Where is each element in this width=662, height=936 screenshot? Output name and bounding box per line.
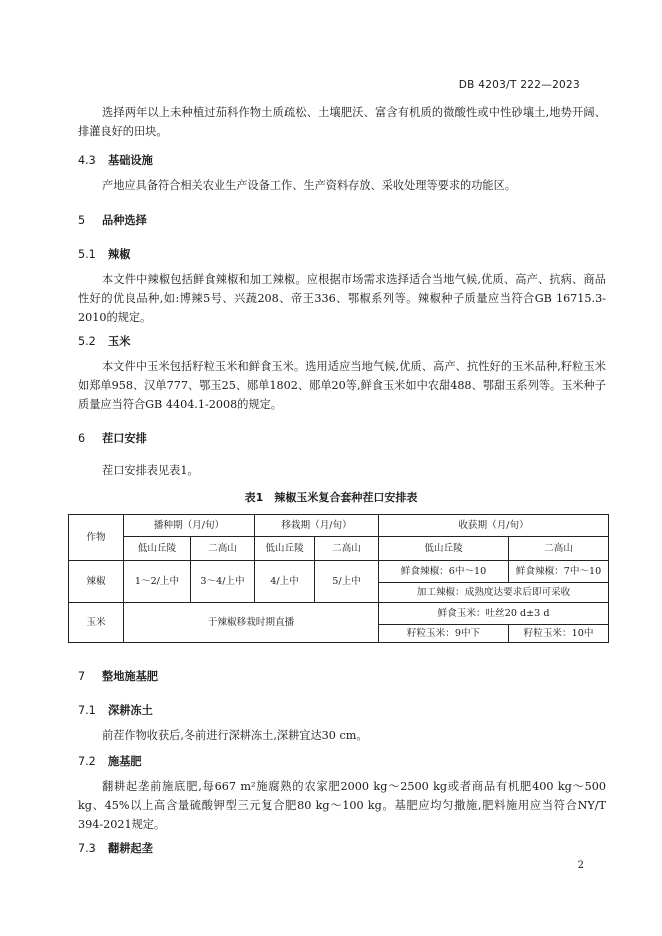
subheader-low-hills: 低山丘陵 — [255, 537, 315, 561]
heading-number: 6 — [78, 432, 86, 445]
heading-5 — [78, 212, 147, 228]
subheader-high-mountain: 二高山 — [315, 537, 379, 561]
header-crop: 作物 — [69, 515, 124, 561]
subheader-low-hills: 低山丘陵 — [379, 537, 509, 561]
heading-title: 品种选择 — [102, 214, 147, 227]
document-code: DB 4203/T 222—2023 — [458, 79, 580, 91]
heading-7-2 — [78, 753, 142, 769]
paragraph-infrastructure: 产地应具备符合相关农业生产设备工作、生产资料存放、采收处理等要求的功能区。 — [102, 179, 516, 192]
corn-sowing-note: 于辣椒移栽时期直播 — [124, 603, 379, 643]
table-caption: 表1 辣椒玉米复合套种茬口安排表 — [244, 491, 418, 504]
heading-title: 辣椒 — [108, 248, 131, 261]
header-sowing: 播种期（月/旬） — [124, 515, 255, 537]
pepper-harvest-low: 鲜食辣椒：6中～10 — [379, 561, 509, 583]
paragraph-pepper-varieties: 本文件中辣椒包括鲜食辣椒和加工辣椒。应根据市场需求选择适合当地气候,优质、高产、抗病、商品性好的优良品种,如:博辣5号、兴蔬208、帝王336、鄂椒系列等。辣椒种子质量应当符合GB 16715.3-2010的规定。 — [78, 273, 606, 324]
subheader-high-mountain: 二高山 — [191, 537, 255, 561]
paragraph-land-selection: 选择两年以上未种植过茄科作物土质疏松、土壤肥沃、富含有机质的微酸性或中性砂壤土,地势开阔、排灌良好的田块。 — [78, 106, 606, 138]
heading-number: 5.2 — [78, 335, 96, 348]
heading-7 — [78, 668, 158, 684]
row-pepper-crop: 辣椒 — [69, 561, 124, 603]
heading-number: 4.3 — [78, 154, 96, 167]
heading-7-1 — [78, 702, 153, 718]
page-number: 2 — [577, 860, 584, 871]
heading-title: 整地施基肥 — [102, 670, 158, 683]
heading-number: 5.1 — [78, 248, 96, 261]
paragraph-rotation-ref: 茬口安排表见表1。 — [102, 464, 199, 477]
pepper-harvest-processing: 加工辣椒：成熟度达要求后即可采收 — [379, 583, 609, 603]
heading-5-2 — [78, 333, 130, 349]
subheader-high-mountain: 二高山 — [509, 537, 609, 561]
header-harvest: 收获期（月/旬） — [379, 515, 609, 537]
heading-5-1 — [78, 246, 130, 262]
heading-6 — [78, 430, 147, 446]
paragraph-corn-varieties: 本文件中玉米包括籽粒玉米和鲜食玉米。选用适应当地气候,优质、高产、抗性好的玉米品种,籽粒玉米如郑单958、汉单777、鄂玉25、郧单1802、郧单20等,鲜食玉米如中农甜488、鄂甜玉系列等。玉米种子质量应当符合GB 4404.1-2008的规定。 — [78, 360, 606, 411]
pepper-transplant-low: 4/上中 — [255, 561, 315, 603]
heading-number: 7 — [78, 670, 86, 683]
heading-number: 7.1 — [78, 704, 96, 717]
row-corn-crop: 玉米 — [69, 603, 124, 643]
pepper-sow-high: 3～4/上中 — [191, 561, 255, 603]
subheader-low-hills: 低山丘陵 — [124, 537, 191, 561]
heading-title: 茬口安排 — [102, 432, 147, 445]
corn-fresh-harvest: 鲜食玉米：吐丝20 d±3 d — [379, 603, 609, 625]
header-transplanting: 移栽期（月/旬） — [255, 515, 379, 537]
heading-number: 7.3 — [78, 842, 96, 855]
pepper-sow-low: 1～2/上中 — [124, 561, 191, 603]
heading-title: 翻耕起垄 — [108, 842, 153, 855]
heading-title: 施基肥 — [108, 755, 142, 768]
heading-title: 深耕冻土 — [108, 704, 153, 717]
heading-number: 7.2 — [78, 755, 96, 768]
heading-title: 玉米 — [108, 335, 131, 348]
corn-grain-harvest-low: 籽粒玉米：9中下 — [379, 625, 509, 643]
heading-title: 基础设施 — [108, 154, 153, 167]
heading-number: 5 — [78, 214, 86, 227]
corn-grain-harvest-high: 籽粒玉米：10中 — [509, 625, 609, 643]
rotation-table — [68, 514, 609, 643]
paragraph-deep-tillage: 前茬作物收获后,冬前进行深耕冻土,深耕宜达30 cm。 — [102, 729, 368, 742]
paragraph-base-fertilizer: 翻耕起垄前施底肥,每667 m²施腐熟的农家肥2000 kg～2500 kg或者商品有机肥400 kg～500 kg、45%以上高含量硫酸钾型三元复合肥80 kg～100 kg。基肥应均匀撒施,肥料施用应当符合NY/T 394-2021规定。 — [78, 780, 606, 831]
pepper-transplant-high: 5/上中 — [315, 561, 379, 603]
pepper-harvest-high: 鲜食辣椒：7中～10 — [509, 561, 609, 583]
heading-7-3 — [78, 840, 153, 856]
heading-4-3 — [78, 152, 153, 168]
